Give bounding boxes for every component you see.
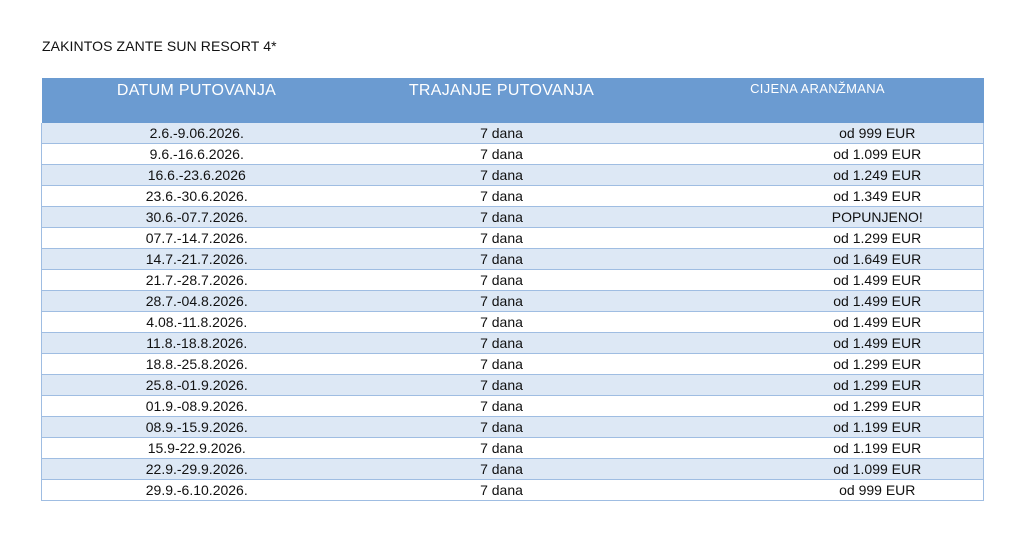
cell-travel-date: 07.7.-14.7.2026. (42, 228, 352, 249)
cell-travel-duration: 7 dana (352, 165, 652, 186)
cell-travel-date: 2.6.-9.06.2026. (42, 123, 352, 144)
table-body (42, 123, 984, 501)
cell-travel-date: 21.7.-28.7.2026. (42, 270, 352, 291)
table-row (42, 144, 984, 165)
table-row (42, 165, 984, 186)
cell-package-price: od 1.649 EUR (652, 249, 984, 270)
cell-travel-date: 28.7.-04.8.2026. (42, 291, 352, 312)
cell-travel-duration: 7 dana (352, 354, 652, 375)
cell-package-price: od 1.499 EUR (652, 270, 984, 291)
cell-package-price: od 999 EUR (652, 123, 984, 144)
table-row (42, 123, 984, 144)
page-title: ZAKINTOS ZANTE SUN RESORT 4* (42, 38, 277, 54)
cell-travel-date: 01.9.-08.9.2026. (42, 396, 352, 417)
cell-travel-duration: 7 dana (352, 480, 652, 501)
cell-package-price: od 1.499 EUR (652, 333, 984, 354)
header-package-price-label: CIJENA ARANŽMANA (750, 81, 885, 96)
table-row (42, 354, 984, 375)
cell-travel-date: 08.9.-15.9.2026. (42, 417, 352, 438)
cell-package-price: od 1.299 EUR (652, 375, 984, 396)
cell-package-price: od 1.299 EUR (652, 228, 984, 249)
cell-travel-duration: 7 dana (352, 207, 652, 228)
cell-travel-date: 9.6.-16.6.2026. (42, 144, 352, 165)
cell-travel-date: 11.8.-18.8.2026. (42, 333, 352, 354)
table-header (42, 78, 984, 123)
cell-travel-date: 18.8.-25.8.2026. (42, 354, 352, 375)
cell-travel-date: 25.8.-01.9.2026. (42, 375, 352, 396)
header-package-price (652, 78, 984, 123)
cell-travel-duration: 7 dana (352, 438, 652, 459)
table-row (42, 438, 984, 459)
header-travel-date-label: DATUM PUTOVANJA (116, 82, 277, 99)
header-travel-duration-label: TRAJANJE PUTOVANJA (408, 82, 595, 99)
cell-package-price: od 1.199 EUR (652, 417, 984, 438)
cell-package-price: od 1.499 EUR (652, 312, 984, 333)
table-row (42, 228, 984, 249)
table-header-row (42, 78, 984, 123)
cell-travel-date: 16.6.-23.6.2026 (42, 165, 352, 186)
cell-package-price: od 1.349 EUR (652, 186, 984, 207)
header-travel-date (42, 78, 352, 123)
cell-travel-duration: 7 dana (352, 459, 652, 480)
cell-travel-date: 29.9.-6.10.2026. (42, 480, 352, 501)
cell-package-price: od 1.299 EUR (652, 354, 984, 375)
table-row (42, 480, 984, 501)
cell-package-price: od 1.499 EUR (652, 291, 984, 312)
cell-travel-duration: 7 dana (352, 312, 652, 333)
cell-package-price: od 1.099 EUR (652, 459, 984, 480)
cell-package-price: od 999 EUR (652, 480, 984, 501)
price-table (41, 78, 984, 501)
table-row (42, 459, 984, 480)
cell-travel-duration: 7 dana (352, 249, 652, 270)
table-row (42, 249, 984, 270)
table-row (42, 375, 984, 396)
table-row (42, 186, 984, 207)
cell-travel-duration: 7 dana (352, 333, 652, 354)
cell-travel-duration: 7 dana (352, 375, 652, 396)
cell-package-price: od 1.099 EUR (652, 144, 984, 165)
table-row (42, 270, 984, 291)
cell-travel-date: 30.6.-07.7.2026. (42, 207, 352, 228)
cell-travel-duration: 7 dana (352, 144, 652, 165)
cell-travel-date: 14.7.-21.7.2026. (42, 249, 352, 270)
cell-travel-date: 22.9.-29.9.2026. (42, 459, 352, 480)
cell-travel-date: 15.9-22.9.2026. (42, 438, 352, 459)
cell-package-price: POPUNJENO! (652, 207, 984, 228)
cell-travel-duration: 7 dana (352, 417, 652, 438)
cell-travel-duration: 7 dana (352, 186, 652, 207)
table-row (42, 291, 984, 312)
table-row (42, 312, 984, 333)
table-row (42, 417, 984, 438)
cell-travel-duration: 7 dana (352, 228, 652, 249)
header-travel-duration (352, 78, 652, 123)
cell-travel-date: 23.6.-30.6.2026. (42, 186, 352, 207)
cell-package-price: od 1.299 EUR (652, 396, 984, 417)
table-row (42, 333, 984, 354)
cell-travel-duration: 7 dana (352, 396, 652, 417)
cell-travel-duration: 7 dana (352, 123, 652, 144)
cell-package-price: od 1.199 EUR (652, 438, 984, 459)
table-row (42, 207, 984, 228)
table-row (42, 396, 984, 417)
cell-travel-date: 4.08.-11.8.2026. (42, 312, 352, 333)
cell-package-price: od 1.249 EUR (652, 165, 984, 186)
cell-travel-duration: 7 dana (352, 270, 652, 291)
cell-travel-duration: 7 dana (352, 291, 652, 312)
